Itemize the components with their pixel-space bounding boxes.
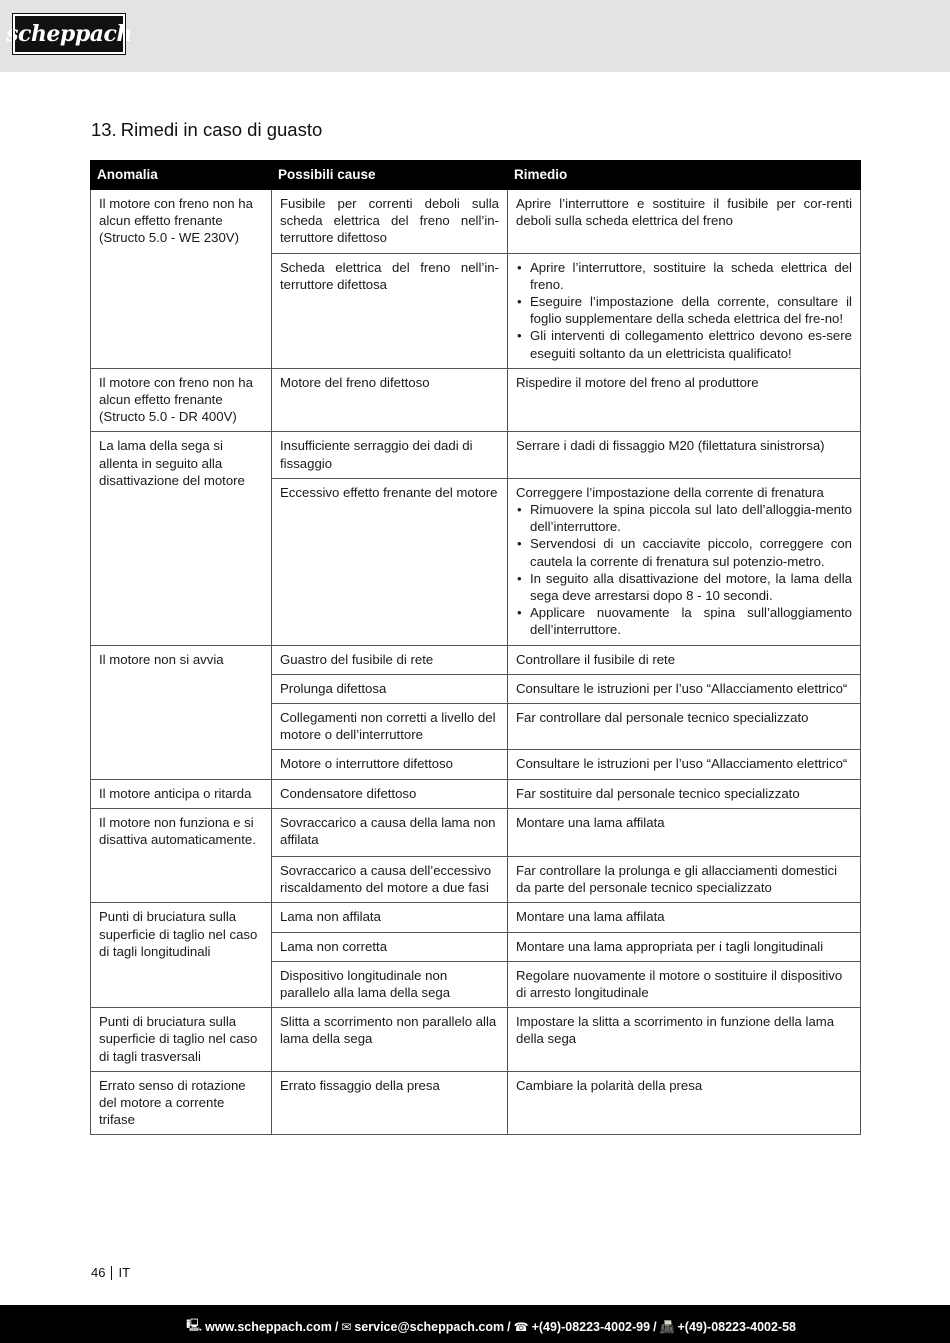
remedy-bullet: • In seguito alla disattivazione del motore, la lama della sega deve arrestarsi dopo 8 - 10 secondi.	[516, 570, 852, 604]
page-separator	[111, 1266, 112, 1280]
cause-cell: Slitta a scorrimento non parallelo alla lama della sega	[272, 1008, 508, 1072]
table-row	[91, 645, 861, 674]
remedy-cell: Cambiare la polarità della presa	[508, 1071, 861, 1135]
remedy-cell: Impostare la slitta a scorrimento in funzione della lama della sega	[508, 1008, 861, 1072]
remedy-bullet-list	[516, 259, 852, 362]
remedy-cell: Montare una lama appropriata per i tagli longitudinali	[508, 932, 861, 961]
footer-bar	[0, 1305, 950, 1343]
contact-separator: /	[334, 1319, 339, 1334]
cause-cell: Lama non affilata	[272, 903, 508, 932]
email-link[interactable]: service@scheppach.com	[354, 1319, 505, 1334]
header-anomalia: Anomalia	[91, 161, 272, 190]
remedy-bullet: • Servendosi di un cacciavite piccolo, correggere con cautela la corrente di frenatura sul potenzio-metro.	[516, 535, 852, 569]
cause-cell: Sovraccarico a causa dell’eccessivo riscaldamento del motore a due fasi	[272, 856, 508, 902]
remedy-cell: Aprire l’interruttore e sostituire il fusibile per cor-renti deboli sulla scheda elettrica del freno	[508, 190, 861, 254]
anomaly-cell: Il motore con freno non ha alcun effetto frenante (Structo 5.0 - WE 230V)	[91, 190, 272, 369]
anomaly-cell: Punti di bruciatura sulla superficie di taglio nel caso di tagli longitudinali	[91, 903, 272, 1008]
cause-cell: Motore del freno difettoso	[272, 368, 508, 432]
remedy-cell: Far controllare la prolunga e gli allacciamenti domestici da parte del personale tecnico specializzato	[508, 856, 861, 902]
language-code: IT	[118, 1265, 131, 1280]
table-row	[91, 808, 861, 856]
scheppach-logo: scheppach	[13, 14, 125, 54]
cause-cell: Eccessivo effetto frenante del motore	[272, 478, 508, 645]
phone-icon: ☎	[513, 1319, 529, 1334]
cause-cell: Prolunga difettosa	[272, 674, 508, 703]
anomaly-cell: Punti di bruciatura sulla superficie di taglio nel caso di tagli trasversali	[91, 1008, 272, 1072]
fax-number: +(49)-08223-4002-58	[677, 1319, 796, 1334]
remedy-intro: Correggere l’impostazione della corrente di frenatura	[516, 484, 824, 500]
table-row	[91, 903, 861, 932]
section-title	[91, 119, 322, 141]
computer-icon: 🖳	[186, 1318, 203, 1332]
mail-icon: ✉	[341, 1319, 352, 1334]
remedy-cell	[508, 478, 861, 645]
table-row	[91, 1008, 861, 1072]
page-number: 46	[91, 1265, 106, 1280]
table-header-row	[91, 161, 861, 190]
remedy-cell: Montare una lama affilata	[508, 903, 861, 932]
cause-cell: Guastro del fusibile di rete	[272, 645, 508, 674]
fax-icon: 📠	[659, 1319, 675, 1334]
remedy-bullet: • Applicare nuovamente la spina sull’alloggiamento dell’interruttore.	[516, 604, 852, 638]
cause-cell: Scheda elettrica del freno nell’in-terruttore difettosa	[272, 253, 508, 368]
cause-cell: Lama non corretta	[272, 932, 508, 961]
remedy-cell: Regolare nuovamente il motore o sostituire il dispositivo di arresto longitudinale	[508, 961, 861, 1007]
header-rimedio: Rimedio	[508, 161, 861, 190]
remedy-cell: Montare una lama affilata	[508, 808, 861, 856]
contact-line	[186, 1316, 796, 1337]
remedy-bullet: • Rimuovere la spina piccola sul lato dell’alloggia-mento dell’interruttore.	[516, 501, 852, 535]
remedy-cell	[508, 253, 861, 368]
remedy-bullet: • Eseguire l’impostazione della corrente, consultare il foglio supplementare della scheda elettrica del fre-no!	[516, 293, 852, 327]
cause-cell: Dispositivo longitudinale non parallelo alla lama della sega	[272, 961, 508, 1007]
page-number-block	[91, 1265, 130, 1280]
section-title-text: Rimedi in caso di guasto	[120, 119, 323, 140]
remedy-cell: Consultare le istruzioni per l’uso “Allacciamento elettrico“	[508, 674, 861, 703]
anomaly-cell: Il motore con freno non ha alcun effetto frenante (Structo 5.0 - DR 400V)	[91, 368, 272, 432]
table-row	[91, 368, 861, 432]
table-row	[91, 190, 861, 254]
remedy-cell: Serrare i dadi di fissaggio M20 (filettatura sinistrorsa)	[508, 432, 861, 478]
remedy-bullet: • Aprire l’interruttore, sostituire la scheda elettrica del freno.	[516, 259, 852, 293]
remedy-cell: Controllare il fusibile di rete	[508, 645, 861, 674]
troubleshooting-table	[90, 160, 861, 1135]
remedy-cell: Far controllare dal personale tecnico specializzato	[508, 704, 861, 750]
remedy-bullet: • Gli interventi di collegamento elettrico devono es-sere eseguiti soltanto da un elettricista qualificato!	[516, 327, 852, 361]
contact-separator: /	[653, 1319, 657, 1334]
table-row	[91, 779, 861, 808]
header-possibili-cause: Possibili cause	[272, 161, 508, 190]
anomaly-cell: Errato senso di rotazione del motore a corrente trifase	[91, 1071, 272, 1135]
cause-cell: Fusibile per correnti deboli sulla scheda elettrica del freno nell’in-terruttore difettoso	[272, 190, 508, 254]
cause-cell: Condensatore difettoso	[272, 779, 508, 808]
header-bar	[0, 0, 950, 72]
cause-cell: Motore o interruttore difettoso	[272, 750, 508, 779]
anomaly-cell: Il motore non funziona e si disattiva automaticamente.	[91, 808, 272, 902]
section-number: 13.	[91, 119, 117, 140]
remedy-cell: Rispedire il motore del freno al produttore	[508, 368, 861, 432]
anomaly-cell: Il motore non si avvia	[91, 645, 272, 779]
contact-separator: /	[507, 1319, 511, 1334]
table-row	[91, 432, 861, 478]
cause-cell: Sovraccarico a causa della lama non affilata	[272, 808, 508, 856]
remedy-bullet-list	[516, 501, 852, 639]
remedy-cell: Consultare le istruzioni per l’uso “Allacciamento elettrico“	[508, 750, 861, 779]
anomaly-cell: La lama della sega si allenta in seguito alla disattivazione del motore	[91, 432, 272, 645]
remedy-cell: Far sostituire dal personale tecnico specializzato	[508, 779, 861, 808]
cause-cell: Collegamenti non corretti a livello del motore o dell’interruttore	[272, 704, 508, 750]
cause-cell: Errato fissaggio della presa	[272, 1071, 508, 1135]
website-link[interactable]: www.scheppach.com	[205, 1319, 332, 1334]
phone-number: +(49)-08223-4002-99	[531, 1319, 651, 1334]
table-row	[91, 1071, 861, 1135]
cause-cell: Insufficiente serraggio dei dadi di fissaggio	[272, 432, 508, 478]
anomaly-cell: Il motore anticipa o ritarda	[91, 779, 272, 808]
